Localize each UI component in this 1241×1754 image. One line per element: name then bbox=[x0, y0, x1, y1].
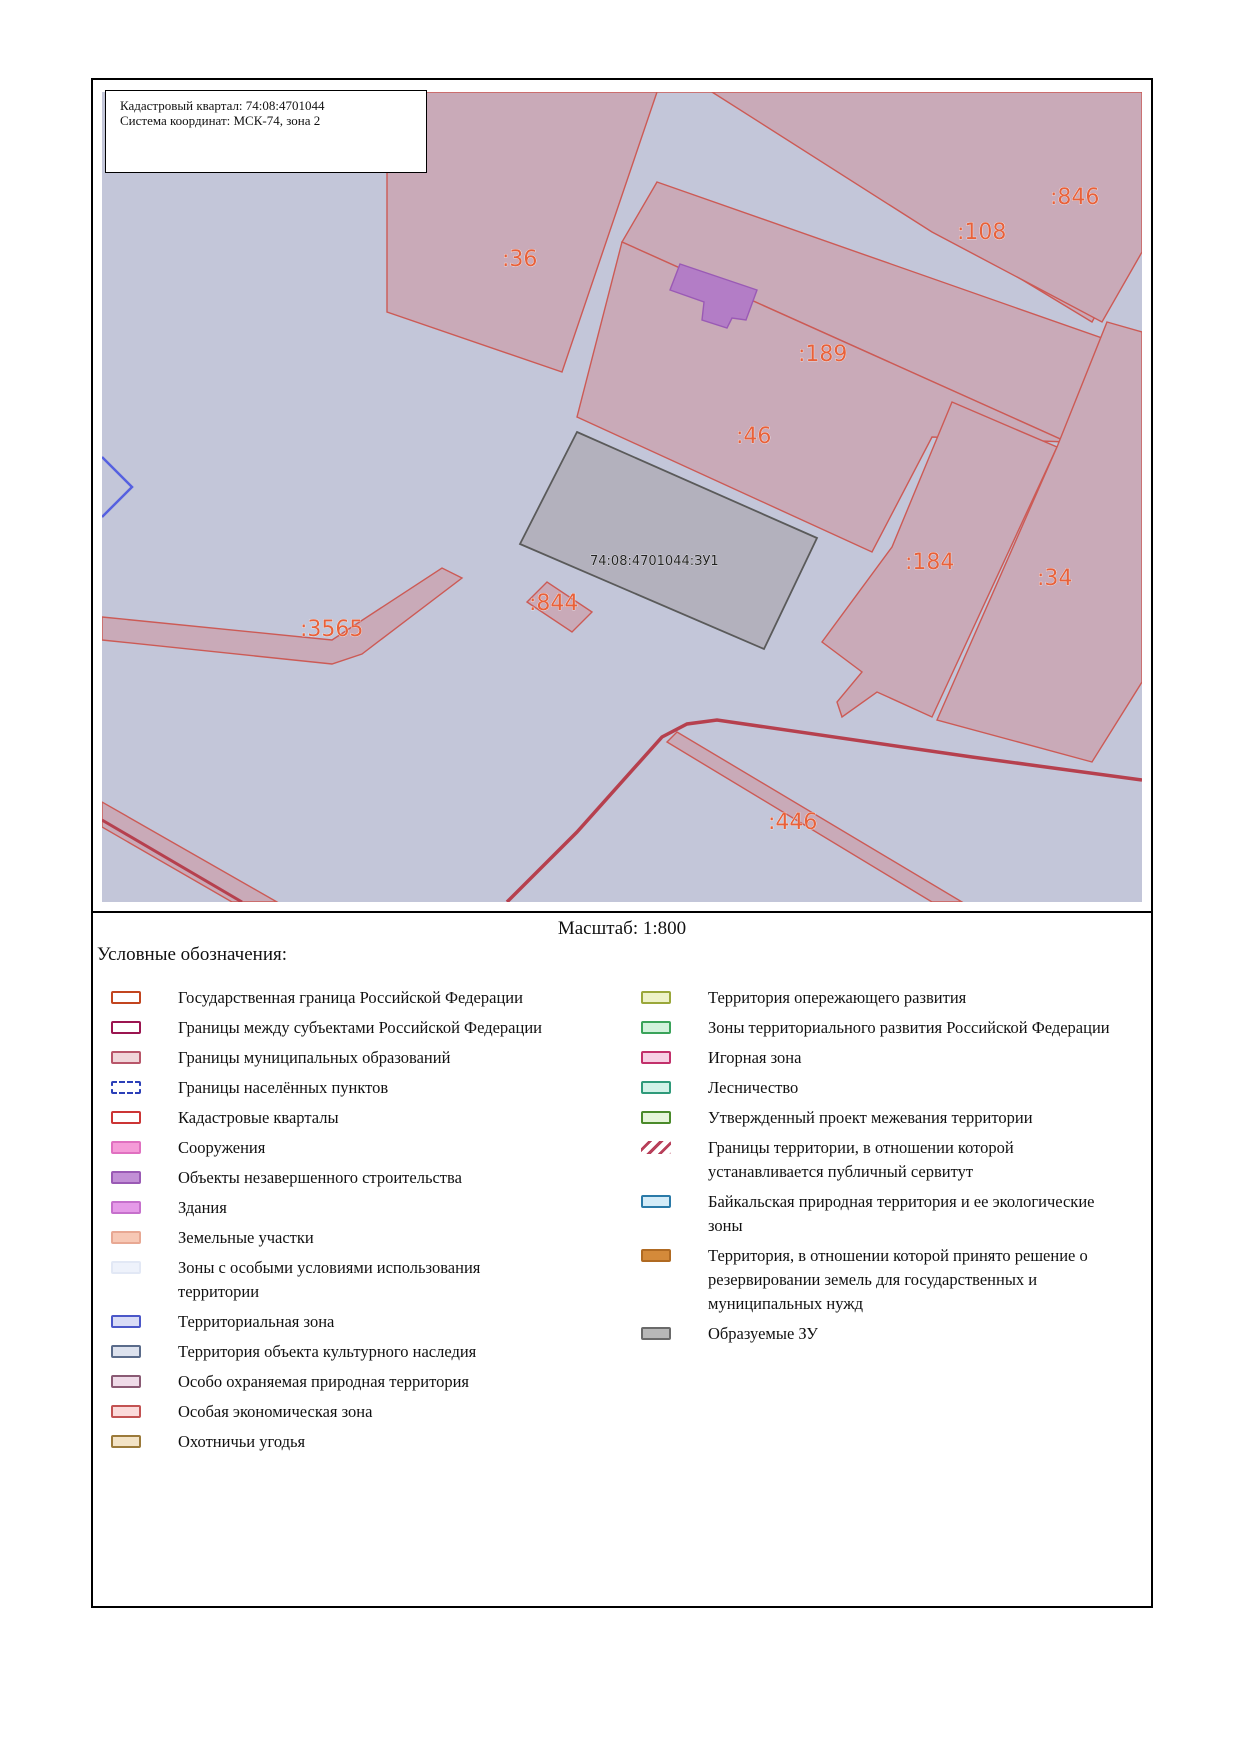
legend-label: Территория опережающего развития bbox=[708, 988, 967, 1007]
legend-swatch bbox=[111, 1111, 141, 1124]
legend-right-column bbox=[633, 986, 1113, 1352]
label-3565: :3565 bbox=[300, 617, 364, 642]
legend-label: Зоны территориального развития Российской Федерации bbox=[708, 1018, 1110, 1037]
legend-swatch bbox=[641, 1327, 671, 1340]
legend-swatch bbox=[641, 1249, 671, 1262]
legend-swatch bbox=[111, 991, 141, 1004]
legend-swatch bbox=[641, 1111, 671, 1124]
label-46: :46 bbox=[736, 424, 772, 449]
legend-item bbox=[633, 1136, 1113, 1184]
legend-label: Сооружения bbox=[178, 1138, 266, 1157]
legend-swatch bbox=[641, 1021, 671, 1034]
legend-swatch bbox=[111, 1435, 141, 1448]
legend-label: Территория объекта культурного наследия bbox=[178, 1342, 477, 1361]
legend-swatch bbox=[641, 1141, 671, 1154]
legend-label: Особо охраняемая природная территория bbox=[178, 1372, 470, 1391]
legend-swatch bbox=[111, 1375, 141, 1388]
legend-label: Государственная граница Российской Федерации bbox=[178, 988, 523, 1007]
label-846: :846 bbox=[1050, 185, 1100, 210]
legend-label: Земельные участки bbox=[178, 1228, 314, 1247]
label-844: :844 bbox=[529, 591, 579, 616]
legend-label: Объекты незавершенного строительства bbox=[178, 1168, 462, 1187]
legend-swatch bbox=[111, 1345, 141, 1358]
legend-item bbox=[103, 1310, 543, 1334]
legend-swatch bbox=[111, 1261, 141, 1274]
map-canvas[interactable] bbox=[102, 92, 1142, 902]
legend-label: Образуемые ЗУ bbox=[708, 1324, 818, 1343]
label-34: :34 bbox=[1037, 566, 1073, 591]
legend-label: Кадастровые кварталы bbox=[178, 1108, 339, 1127]
legend-label: Игорная зона bbox=[708, 1048, 802, 1067]
legend-label: Границы территории, в отношении которой устанавливается публичный сервитут bbox=[708, 1138, 1014, 1181]
legend-swatch bbox=[641, 1081, 671, 1094]
legend-item bbox=[103, 1226, 543, 1250]
scale-text: Масштаб: 1:800 bbox=[557, 918, 687, 939]
label-189: :189 bbox=[798, 342, 848, 367]
cadastral-quarter-text: Кадастровый квартал: 74:08:4701044 bbox=[120, 98, 325, 113]
legend-label: Байкальская природная территория и ее экологические зоны bbox=[708, 1192, 1095, 1235]
legend-item bbox=[103, 986, 543, 1010]
legend-label: Охотничьи угодья bbox=[178, 1432, 306, 1451]
legend-label: Зоны с особыми условиями использования территории bbox=[178, 1258, 481, 1301]
legend-item bbox=[633, 1046, 1113, 1070]
legend-swatch bbox=[641, 1195, 671, 1208]
coordinate-system-text: Система координат: МСК-74, зона 2 bbox=[120, 113, 321, 128]
legend-item bbox=[103, 1016, 543, 1040]
legend-swatch bbox=[111, 1171, 141, 1184]
legend-swatch bbox=[111, 1231, 141, 1244]
label-108: :108 bbox=[957, 220, 1007, 245]
legend-item bbox=[103, 1430, 543, 1454]
legend-label: Утвержденный проект межевания территории bbox=[708, 1108, 1033, 1127]
legend-item bbox=[103, 1196, 543, 1220]
legend-swatch bbox=[111, 1141, 141, 1154]
legend-swatch bbox=[111, 1081, 141, 1094]
label-446: :446 bbox=[768, 810, 818, 835]
legend-swatch bbox=[111, 1315, 141, 1328]
legend-swatch bbox=[111, 1201, 141, 1214]
legend-item bbox=[103, 1136, 543, 1160]
legend-title: Условные обозначения: bbox=[97, 944, 288, 965]
legend-item bbox=[633, 1190, 1113, 1238]
label-36: :36 bbox=[502, 247, 538, 272]
legend-item bbox=[633, 1322, 1113, 1346]
legend-label: Границы муниципальных образований bbox=[178, 1048, 451, 1067]
label-184: :184 bbox=[905, 550, 955, 575]
cadastral-info-box bbox=[105, 90, 427, 173]
legend-label: Границы населённых пунктов bbox=[178, 1078, 389, 1097]
legend-swatch bbox=[111, 1021, 141, 1034]
legend-item bbox=[633, 1016, 1113, 1040]
legend-item bbox=[103, 1046, 543, 1070]
legend-item bbox=[633, 986, 1113, 1010]
legend-item bbox=[633, 1076, 1113, 1100]
legend-swatch bbox=[111, 1405, 141, 1418]
page-frame bbox=[91, 78, 1153, 1608]
legend-item bbox=[103, 1256, 543, 1304]
legend-label: Здания bbox=[178, 1198, 227, 1217]
label-formed-parcel: 74:08:4701044:ЗУ1 bbox=[590, 554, 719, 569]
legend-label: Границы между субъектами Российской Федерации bbox=[178, 1018, 542, 1037]
section-divider bbox=[93, 911, 1151, 913]
legend-label: Лесничество bbox=[708, 1078, 799, 1097]
legend-item bbox=[103, 1370, 543, 1394]
legend-swatch bbox=[641, 991, 671, 1004]
legend-label: Территориальная зона bbox=[178, 1312, 335, 1331]
legend-item bbox=[103, 1340, 543, 1364]
legend-swatch bbox=[111, 1051, 141, 1064]
legend-item bbox=[633, 1106, 1113, 1130]
legend-left-column bbox=[103, 986, 543, 1460]
legend-swatch bbox=[641, 1051, 671, 1064]
legend-item bbox=[103, 1400, 543, 1424]
legend-item bbox=[103, 1076, 543, 1100]
legend-label: Территория, в отношении которой принято решение о резервировании земель для государственных и муниципальных нужд bbox=[708, 1246, 1088, 1313]
legend-item bbox=[103, 1106, 543, 1130]
legend-label: Особая экономическая зона bbox=[178, 1402, 373, 1421]
legend-item bbox=[633, 1244, 1113, 1316]
legend-item bbox=[103, 1166, 543, 1190]
